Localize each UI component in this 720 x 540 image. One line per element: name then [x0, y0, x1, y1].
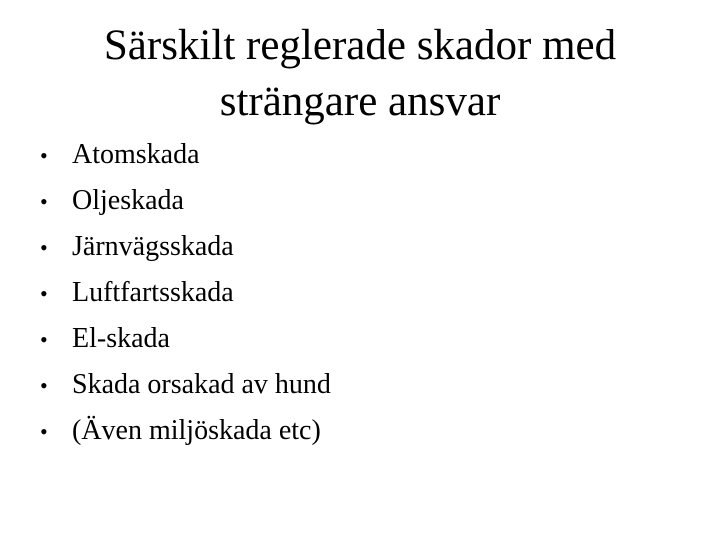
- bullet-icon: •: [40, 281, 48, 306]
- bullet-icon: •: [40, 419, 48, 444]
- bullet-text: (Även miljöskada etc): [72, 415, 321, 446]
- bullet-text: Luftfartsskada: [72, 277, 234, 308]
- slide-title: [60, 18, 660, 130]
- bullet-text: El-skada: [72, 323, 170, 354]
- bullet-item: [40, 270, 680, 316]
- bullet-item: [40, 224, 680, 270]
- bullet-icon: •: [40, 235, 48, 260]
- bullet-item: [40, 178, 680, 224]
- bullet-item: [40, 132, 680, 178]
- bullet-item: [40, 408, 680, 454]
- bullet-icon: •: [40, 327, 48, 352]
- bullet-text: Järnvägsskada: [72, 231, 234, 262]
- bullet-item: [40, 362, 680, 408]
- bullet-icon: •: [40, 143, 48, 168]
- slide-title-line-2: strängare ansvar: [219, 78, 501, 125]
- bullet-text: Atomskada: [72, 139, 200, 170]
- bullet-text: Skada orsakad av hund: [72, 369, 331, 400]
- slide-title-line-1: Särskilt reglerade skador med: [103, 22, 617, 69]
- bullet-icon: •: [40, 373, 48, 398]
- bullet-icon: •: [40, 189, 48, 214]
- bullet-list: [40, 132, 680, 454]
- bullet-item: [40, 316, 680, 362]
- bullet-text: Oljeskada: [72, 185, 184, 216]
